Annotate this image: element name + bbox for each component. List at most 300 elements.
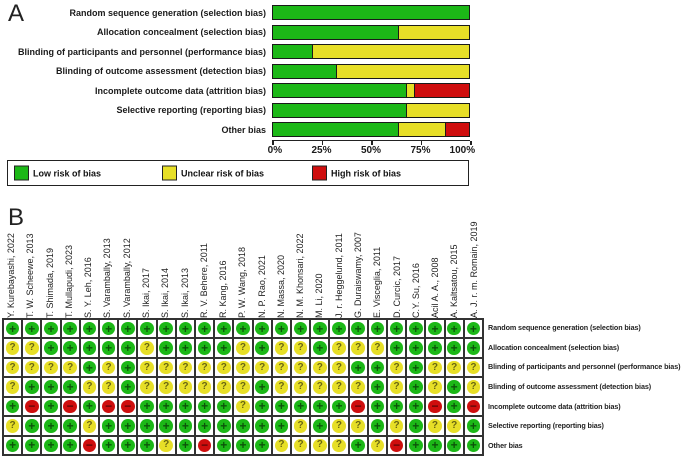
rob-judgement-unclear: ?	[140, 341, 154, 355]
rob-judgement-low: +	[44, 419, 58, 433]
rob-cell	[137, 397, 156, 416]
rob-judgement-unclear: ?	[332, 380, 346, 394]
rob-judgement-low: +	[140, 439, 154, 453]
bar-segment-low	[273, 26, 398, 39]
rob-judgement-low: +	[179, 439, 193, 453]
rob-cell	[214, 397, 233, 416]
rob-judgement-low: +	[6, 322, 20, 336]
rob-judgement-unclear: ?	[351, 380, 365, 394]
rob-cell	[195, 397, 214, 416]
bar-segment-unclear	[406, 104, 469, 117]
rob-cell	[310, 319, 329, 338]
rob-judgement-low: +	[409, 361, 423, 375]
legend-swatch-high	[312, 166, 327, 181]
risk-bar-row	[0, 120, 470, 140]
rob-cell	[157, 319, 176, 338]
rob-judgement-unclear: ?	[313, 439, 327, 453]
legend-label: High risk of bias	[331, 168, 402, 178]
rob-judgement-high: −	[121, 400, 135, 414]
stacked-bar	[272, 44, 470, 59]
legend-item-low	[14, 166, 101, 181]
rob-judgement-unclear: ?	[351, 341, 365, 355]
rob-cell	[329, 338, 348, 357]
rob-cell	[176, 416, 195, 435]
rob-cell	[22, 319, 41, 338]
rob-cell	[445, 397, 464, 416]
bias-label: Blinding of participants and personnel (performance bias)	[488, 362, 681, 372]
rob-judgement-unclear: ?	[179, 361, 193, 375]
rob-cell	[310, 436, 329, 455]
rob-judgement-low: +	[63, 419, 77, 433]
study-name: N. M. Khonsari, 2022	[295, 233, 306, 318]
rob-judgement-unclear: ?	[6, 341, 20, 355]
legend-swatch-low	[14, 166, 29, 181]
study-name: S. Varambally, 2012	[121, 238, 132, 318]
rob-cell	[464, 319, 483, 338]
rob-judgement-low: +	[409, 400, 423, 414]
rob-cell	[272, 358, 291, 377]
rob-judgement-low: +	[140, 400, 154, 414]
rob-judgement-low: +	[198, 400, 212, 414]
study-name: T. Shimada, 2019	[44, 247, 55, 318]
rob-cell	[272, 338, 291, 357]
study-name: T. Mullapudi, 2023	[63, 244, 74, 318]
rob-cell	[99, 397, 118, 416]
rob-judgement-unclear: ?	[44, 361, 58, 375]
rob-judgement-unclear: ?	[390, 419, 404, 433]
bar-segment-low	[273, 6, 469, 19]
bias-label: Allocation concealment (selection bias)	[488, 342, 620, 352]
risk-bar-row	[0, 23, 470, 43]
rob-judgement-low: +	[63, 439, 77, 453]
rob-judgement-low: +	[236, 322, 250, 336]
rob-judgement-low: +	[198, 322, 212, 336]
rob-cell	[22, 397, 41, 416]
study-name: M. Li, 2020	[314, 273, 325, 318]
rob-judgement-low: +	[121, 341, 135, 355]
rob-cell	[157, 436, 176, 455]
study-name: Acil A. A., 2008	[430, 257, 441, 318]
rob-cell	[329, 377, 348, 396]
rob-judgement-low: +	[371, 400, 385, 414]
rob-judgement-low: +	[217, 400, 231, 414]
rob-cell	[22, 377, 41, 396]
rob-judgement-unclear: ?	[102, 361, 116, 375]
rob-judgement-low: +	[409, 322, 423, 336]
rob-cell	[253, 397, 272, 416]
rob-judgement-low: +	[371, 361, 385, 375]
rob-cell	[80, 416, 99, 435]
rob-judgement-low: +	[294, 400, 308, 414]
study-name: S. Ikai, 2013	[179, 267, 190, 318]
rob-judgement-low: +	[409, 341, 423, 355]
rob-cell	[464, 397, 483, 416]
rob-cell	[464, 436, 483, 455]
rob-cell	[137, 358, 156, 377]
rob-judgement-unclear: ?	[332, 341, 346, 355]
rob-cell	[118, 338, 137, 357]
rob-cell	[310, 358, 329, 377]
rob-judgement-high: −	[428, 400, 442, 414]
rob-judgement-low: +	[467, 439, 481, 453]
rob-cell	[445, 436, 464, 455]
rob-judgement-low: +	[121, 380, 135, 394]
rob-judgement-unclear: ?	[236, 400, 250, 414]
rob-judgement-low: +	[409, 439, 423, 453]
rob-judgement-unclear: ?	[83, 419, 97, 433]
bar-segment-unclear	[398, 26, 469, 39]
study-name: R. V. Behere, 2011	[198, 242, 209, 318]
rob-judgement-unclear: ?	[275, 380, 289, 394]
rob-judgement-low: +	[102, 419, 116, 433]
rob-cell	[3, 397, 22, 416]
rob-judgement-low: +	[447, 380, 461, 394]
rob-cell	[387, 416, 406, 435]
rob-judgement-low: +	[159, 419, 173, 433]
x-axis	[267, 140, 476, 159]
rob-cell	[41, 358, 60, 377]
rob-judgement-low: +	[159, 322, 173, 336]
rob-judgement-low: +	[6, 439, 20, 453]
rob-cell	[195, 319, 214, 338]
rob-cell	[329, 319, 348, 338]
rob-judgement-high: −	[467, 400, 481, 414]
rob-judgement-unclear: ?	[294, 341, 308, 355]
rob-cell	[61, 319, 80, 338]
rob-cell	[253, 319, 272, 338]
rob-judgement-low: +	[313, 419, 327, 433]
study-name: G. Duraiswamy, 2007	[353, 232, 364, 318]
rob-cell	[137, 377, 156, 396]
rob-cell	[368, 416, 387, 435]
rob-judgement-low: +	[275, 419, 289, 433]
rob-judgement-unclear: ?	[217, 380, 231, 394]
risk-bar-rows	[0, 0, 470, 140]
rob-cell	[176, 338, 195, 357]
rob-judgement-low: +	[25, 419, 39, 433]
rob-judgement-low: +	[332, 400, 346, 414]
rob-judgement-low: +	[294, 322, 308, 336]
rob-cell	[41, 377, 60, 396]
rob-cell	[406, 358, 425, 377]
rob-judgement-low: +	[467, 322, 481, 336]
rob-cell	[291, 377, 310, 396]
rob-judgement-low: +	[332, 322, 346, 336]
rob-judgement-low: +	[467, 341, 481, 355]
stacked-bar	[272, 83, 470, 98]
rob-cell	[368, 397, 387, 416]
rob-cell	[3, 338, 22, 357]
rob-cell	[329, 416, 348, 435]
study-name: S. Varambally, 2013	[102, 238, 113, 318]
rob-cell	[195, 377, 214, 396]
rob-judgement-low: +	[275, 400, 289, 414]
rob-cell	[41, 338, 60, 357]
rob-judgement-low: +	[44, 380, 58, 394]
rob-cell	[195, 358, 214, 377]
rob-judgement-unclear: ?	[6, 380, 20, 394]
rob-judgement-unclear: ?	[83, 380, 97, 394]
rob-judgement-low: +	[390, 341, 404, 355]
bias-label: Blinding of outcome assessment (detection bias)	[55, 66, 266, 77]
rob-judgement-low: +	[159, 341, 173, 355]
rob-judgement-high: −	[390, 439, 404, 453]
rob-judgement-unclear: ?	[159, 361, 173, 375]
rob-judgement-low: +	[25, 380, 39, 394]
rob-cell	[80, 358, 99, 377]
rob-cell	[349, 377, 368, 396]
rob-judgement-low: +	[313, 322, 327, 336]
bar-segment-high	[414, 84, 469, 97]
rob-cell	[291, 397, 310, 416]
rob-judgement-low: +	[467, 419, 481, 433]
rob-judgement-unclear: ?	[25, 361, 39, 375]
rob-judgement-low: +	[102, 341, 116, 355]
rob-cell	[272, 319, 291, 338]
rob-cell	[406, 377, 425, 396]
rob-judgement-low: +	[428, 341, 442, 355]
rob-judgement-unclear: ?	[294, 439, 308, 453]
rob-cell	[425, 397, 444, 416]
rob-judgement-low: +	[390, 322, 404, 336]
rob-cell	[233, 416, 252, 435]
bias-label: Other bias	[488, 441, 523, 451]
rob-judgement-high: −	[102, 400, 116, 414]
rob-cell	[157, 416, 176, 435]
rob-cell	[214, 319, 233, 338]
rob-cell	[253, 416, 272, 435]
study-name: D. Curcic, 2017	[391, 255, 402, 318]
bar-segment-low	[273, 65, 336, 78]
axis-tick-label: 0%	[267, 145, 283, 156]
rob-judgement-low: +	[255, 400, 269, 414]
rob-judgement-low: +	[140, 322, 154, 336]
study-name: N. P. Rao, 2021	[256, 255, 267, 318]
rob-cell	[41, 397, 60, 416]
rob-cell	[41, 416, 60, 435]
rob-cell	[137, 319, 156, 338]
legend-label: Unclear risk of bias	[181, 168, 265, 178]
rob-cell	[22, 338, 41, 357]
rob-cell	[61, 416, 80, 435]
rob-cell	[195, 416, 214, 435]
rob-judgement-low: +	[83, 361, 97, 375]
rob-judgement-low: +	[217, 341, 231, 355]
bias-label: Blinding of outcome assessment (detection bias)	[488, 382, 652, 392]
rob-judgement-low: +	[159, 400, 173, 414]
study-name: A. J. r. m. Romain, 2019	[468, 221, 479, 318]
study-name: Y. Kurebayashi, 2022	[6, 233, 16, 318]
rob-cell	[176, 436, 195, 455]
rob-cell	[195, 338, 214, 357]
rob-cell	[291, 319, 310, 338]
rob-judgement-low: +	[255, 341, 269, 355]
rob-judgement-low: +	[83, 322, 97, 336]
rob-judgement-high: −	[25, 400, 39, 414]
rob-cell	[445, 416, 464, 435]
bar-segment-low	[273, 84, 406, 97]
rob-judgement-low: +	[217, 439, 231, 453]
legend-label: Low risk of bias	[33, 168, 102, 178]
rob-judgement-unclear: ?	[428, 361, 442, 375]
rob-cell	[272, 397, 291, 416]
bias-label: Incomplete outcome data (attrition bias)	[488, 401, 621, 411]
rob-cell	[99, 319, 118, 338]
rob-cell	[137, 416, 156, 435]
rob-cell	[176, 319, 195, 338]
rob-cell	[80, 436, 99, 455]
rob-judgement-low: +	[351, 361, 365, 375]
rob-cell	[80, 397, 99, 416]
rob-judgement-unclear: ?	[255, 361, 269, 375]
rob-judgement-low: +	[255, 439, 269, 453]
rob-judgement-low: +	[63, 341, 77, 355]
rob-cell	[464, 416, 483, 435]
rob-cell	[99, 436, 118, 455]
bar-segment-low	[273, 104, 406, 117]
axis-tick-label: 25%	[311, 145, 332, 156]
bias-label: Random sequence generation (selection bias)	[488, 323, 641, 332]
stacked-bar	[272, 25, 470, 40]
bar-segment-unclear	[336, 65, 469, 78]
rob-judgement-low: +	[121, 439, 135, 453]
rob-judgement-low: +	[409, 380, 423, 394]
rob-judgement-low: +	[409, 419, 423, 433]
stacked-bar	[272, 103, 470, 118]
rob-cell	[80, 377, 99, 396]
rob-judgement-low: +	[198, 341, 212, 355]
rob-cell	[425, 338, 444, 357]
rob-judgement-unclear: ?	[390, 361, 404, 375]
rob-cell	[61, 436, 80, 455]
rob-cell	[233, 397, 252, 416]
rob-cell	[368, 319, 387, 338]
rob-cell	[3, 436, 22, 455]
study-name: J. r. Heggelund, 2011	[333, 233, 344, 318]
rob-judgement-low: +	[121, 322, 135, 336]
rob-cell	[406, 397, 425, 416]
bias-label: Other bias	[221, 124, 266, 135]
rob-cell	[329, 358, 348, 377]
rob-judgement-unclear: ?	[179, 380, 193, 394]
rob-cell	[253, 377, 272, 396]
study-name: S. Y. Leh, 2016	[83, 257, 94, 318]
rob-cell	[291, 416, 310, 435]
rob-cell	[233, 436, 252, 455]
rob-judgement-unclear: ?	[236, 361, 250, 375]
rob-judgement-low: +	[25, 322, 39, 336]
rob-judgement-unclear: ?	[63, 361, 77, 375]
rob-cell	[349, 338, 368, 357]
rob-cell	[22, 436, 41, 455]
rob-cell	[445, 319, 464, 338]
rob-cell	[349, 436, 368, 455]
rob-cell	[3, 377, 22, 396]
rob-cell	[118, 377, 137, 396]
rob-cell	[118, 397, 137, 416]
rob-cell	[272, 377, 291, 396]
rob-cell	[387, 377, 406, 396]
rob-cell	[425, 436, 444, 455]
study-name: E. Visceglia, 2011	[372, 246, 383, 318]
rob-judgement-unclear: ?	[198, 380, 212, 394]
rob-judgement-low: +	[255, 419, 269, 433]
rob-cell	[310, 397, 329, 416]
rob-judgement-unclear: ?	[102, 380, 116, 394]
bar-segment-high	[445, 123, 469, 136]
axis-tick-label: 100%	[449, 145, 476, 156]
rob-judgement-unclear: ?	[159, 439, 173, 453]
rob-judgement-low: +	[44, 341, 58, 355]
rob-cell	[349, 416, 368, 435]
rob-judgement-low: +	[351, 439, 365, 453]
rob-judgement-unclear: ?	[371, 341, 385, 355]
bias-label: Random sequence generation (selection bias)	[69, 7, 266, 18]
rob-judgement-unclear: ?	[332, 439, 346, 453]
rob-cell	[406, 338, 425, 357]
rob-judgement-unclear: ?	[467, 361, 481, 375]
rob-cell	[118, 358, 137, 377]
rob-cell	[425, 377, 444, 396]
rob-cell	[118, 319, 137, 338]
rob-cell	[214, 416, 233, 435]
axis-tick-label: 50%	[360, 145, 382, 156]
bias-label: Allocation concealment (selection bias)	[96, 27, 266, 38]
rob-cell	[157, 358, 176, 377]
rob-judgement-unclear: ?	[467, 380, 481, 394]
rob-cell	[233, 338, 252, 357]
rob-judgement-low: +	[428, 439, 442, 453]
rob-cell	[406, 319, 425, 338]
rob-cell	[329, 436, 348, 455]
rob-cell	[349, 358, 368, 377]
rob-cell	[291, 338, 310, 357]
rob-judgement-low: +	[102, 322, 116, 336]
rob-judgement-high: −	[83, 439, 97, 453]
study-name: A. Kaltsatou, 2015	[449, 244, 460, 318]
rob-judgement-low: +	[236, 419, 250, 433]
rob-judgement-low: +	[313, 341, 327, 355]
study-name: C.Y. Su, 2016	[410, 263, 421, 318]
rob-cell	[233, 319, 252, 338]
rob-judgement-unclear: ?	[275, 341, 289, 355]
rob-cell	[310, 416, 329, 435]
rob-judgement-unclear: ?	[351, 419, 365, 433]
rob-judgement-unclear: ?	[275, 361, 289, 375]
rob-cell	[61, 397, 80, 416]
rob-cell	[214, 358, 233, 377]
rob-judgement-low: +	[44, 439, 58, 453]
rob-cell	[253, 358, 272, 377]
rob-cell	[137, 436, 156, 455]
rob-cell	[137, 338, 156, 357]
rob-cell	[368, 377, 387, 396]
rob-judgement-low: +	[63, 380, 77, 394]
rob-judgement-low: +	[102, 439, 116, 453]
rob-judgement-unclear: ?	[332, 361, 346, 375]
rob-judgement-unclear: ?	[159, 380, 173, 394]
rob-cell	[253, 338, 272, 357]
bar-segment-unclear	[398, 123, 445, 136]
rob-judgement-unclear: ?	[140, 361, 154, 375]
study-name: S. Ikai, 2017	[140, 267, 151, 318]
rob-cell	[176, 377, 195, 396]
rob-cell	[61, 377, 80, 396]
rob-grid	[2, 318, 484, 456]
rob-judgement-low: +	[63, 322, 77, 336]
rob-cell	[157, 338, 176, 357]
rob-cell	[118, 416, 137, 435]
